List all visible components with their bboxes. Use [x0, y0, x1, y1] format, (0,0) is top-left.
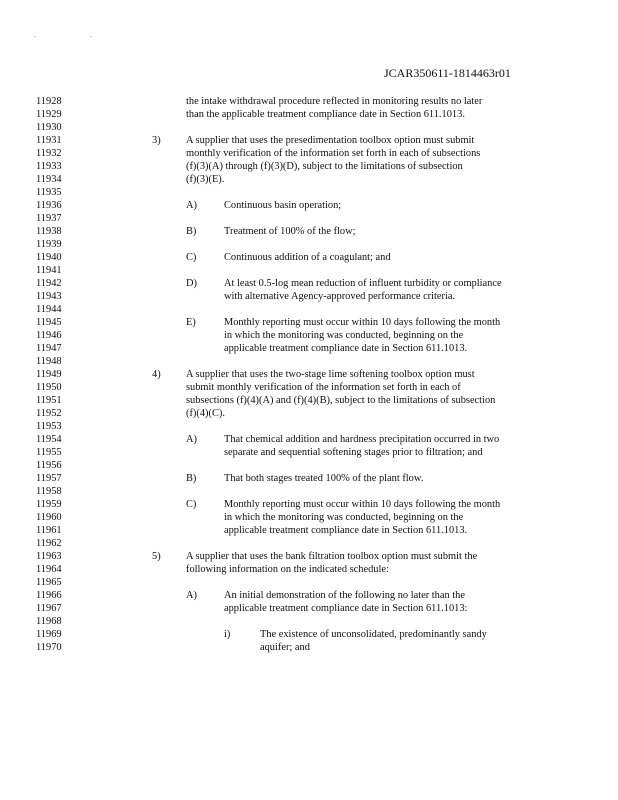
line-number: 11955 — [36, 447, 62, 458]
item-number: 3) — [152, 135, 161, 146]
line-number: 11930 — [36, 122, 62, 133]
item-number: A) — [186, 434, 197, 445]
line-number: 11954 — [36, 434, 62, 445]
line-number: 11948 — [36, 356, 62, 367]
line-number: 11953 — [36, 421, 62, 432]
line-number: 11941 — [36, 265, 62, 276]
text-line: than the applicable treatment compliance date in Section 611.1013. — [186, 109, 465, 120]
text-line: with alternative Agency-approved performance criteria. — [224, 291, 456, 302]
line-number: 11931 — [36, 135, 62, 146]
text-line: the intake withdrawal procedure reflected in monitoring results no later — [186, 96, 483, 107]
line-number: 11939 — [36, 239, 62, 250]
line-number: 11970 — [36, 642, 62, 653]
line-number: 11961 — [36, 525, 62, 536]
line-number: 11965 — [36, 577, 62, 588]
text-line: Continuous basin operation; — [224, 200, 342, 211]
line-number: 11943 — [36, 291, 62, 302]
item-number: E) — [186, 317, 196, 328]
text-line: A supplier that uses the bank filtration toolbox option must submit the — [186, 551, 478, 562]
line-number: 11967 — [36, 603, 62, 614]
text-line: separate and sequential softening stages prior to filtration; and — [224, 447, 483, 458]
item-number: i) — [224, 629, 231, 640]
text-line: (f)(3)(E). — [186, 174, 225, 185]
text-line: applicable treatment compliance date in Section 611.1013. — [224, 525, 468, 536]
line-number: 11962 — [36, 538, 62, 549]
line-number: 11949 — [36, 369, 62, 380]
line-number: 11951 — [36, 395, 62, 406]
line-number: 11966 — [36, 590, 62, 601]
line-number: 11935 — [36, 187, 62, 198]
text-line: (f)(4)(C). — [186, 408, 225, 419]
document-id: JCAR350611-1814463r01 — [384, 66, 511, 80]
line-number: 11947 — [36, 343, 62, 354]
line-number: 11952 — [36, 408, 62, 419]
line-number: 11940 — [36, 252, 62, 263]
line-number: 11946 — [36, 330, 62, 341]
line-number: 11958 — [36, 486, 62, 497]
text-line: applicable treatment compliance date in Section 611.1013: — [224, 603, 468, 614]
line-number: 11929 — [36, 109, 62, 120]
item-number: B) — [186, 473, 197, 484]
text-line: submit monthly verification of the information set forth in each of — [186, 382, 461, 393]
text-line: (f)(3)(A) through (f)(3)(D), subject to the limitations of subsection — [186, 161, 463, 172]
line-number: 11933 — [36, 161, 62, 172]
item-number: C) — [186, 499, 197, 510]
line-number: 11959 — [36, 499, 62, 510]
text-line: applicable treatment compliance date in Section 611.1013. — [224, 343, 468, 354]
line-number: 11932 — [36, 148, 62, 159]
item-number: A) — [186, 590, 197, 601]
text-line: Monthly reporting must occur within 10 days following the month — [224, 317, 501, 328]
line-number: 11968 — [36, 616, 62, 627]
line-number: 11963 — [36, 551, 62, 562]
line-number: 11956 — [36, 460, 62, 471]
line-number: 11934 — [36, 174, 62, 185]
item-number: C) — [186, 252, 197, 263]
text-line: in which the monitoring was conducted, beginning on the — [224, 512, 464, 523]
line-number: 11942 — [36, 278, 62, 289]
line-number: 11928 — [36, 96, 62, 107]
item-number: 4) — [152, 369, 161, 380]
line-number: 11950 — [36, 382, 62, 393]
text-line: That both stages treated 100% of the plant flow. — [224, 473, 424, 484]
line-number: 11937 — [36, 213, 62, 224]
text-line: The existence of unconsolidated, predominantly sandy — [260, 629, 487, 640]
text-line: An initial demonstration of the following no later than the — [224, 590, 465, 601]
item-number: 5) — [152, 551, 161, 562]
text-line: That chemical addition and hardness precipitation occurred in two — [224, 434, 500, 445]
line-number: 11945 — [36, 317, 62, 328]
text-line: aquifer; and — [260, 642, 310, 653]
line-number: 11957 — [36, 473, 62, 484]
line-number: 11936 — [36, 200, 62, 211]
text-line: monthly verification of the information set forth in each of subsections — [186, 148, 481, 159]
scan-specks: . . — [34, 30, 118, 39]
text-line: subsections (f)(4)(A) and (f)(4)(B), subject to the limitations of subsection — [186, 395, 496, 406]
text-line: in which the monitoring was conducted, beginning on the — [224, 330, 464, 341]
line-number: 11960 — [36, 512, 62, 523]
text-line: Monthly reporting must occur within 10 days following the month — [224, 499, 501, 510]
text-line: Treatment of 100% of the flow; — [224, 226, 356, 237]
text-line: Continuous addition of a coagulant; and — [224, 252, 391, 263]
line-number: 11938 — [36, 226, 62, 237]
item-number: B) — [186, 226, 197, 237]
item-number: A) — [186, 200, 197, 211]
line-number: 11964 — [36, 564, 62, 575]
line-number: 11944 — [36, 304, 62, 315]
text-line: following information on the indicated schedule: — [186, 564, 389, 575]
text-line: A supplier that uses the presedimentation toolbox option must submit — [186, 135, 475, 146]
item-number: D) — [186, 278, 197, 289]
line-number: 11969 — [36, 629, 62, 640]
text-line: At least 0.5-log mean reduction of influent turbidity or compliance — [224, 278, 502, 289]
text-line: A supplier that uses the two-stage lime softening toolbox option must — [186, 369, 475, 380]
